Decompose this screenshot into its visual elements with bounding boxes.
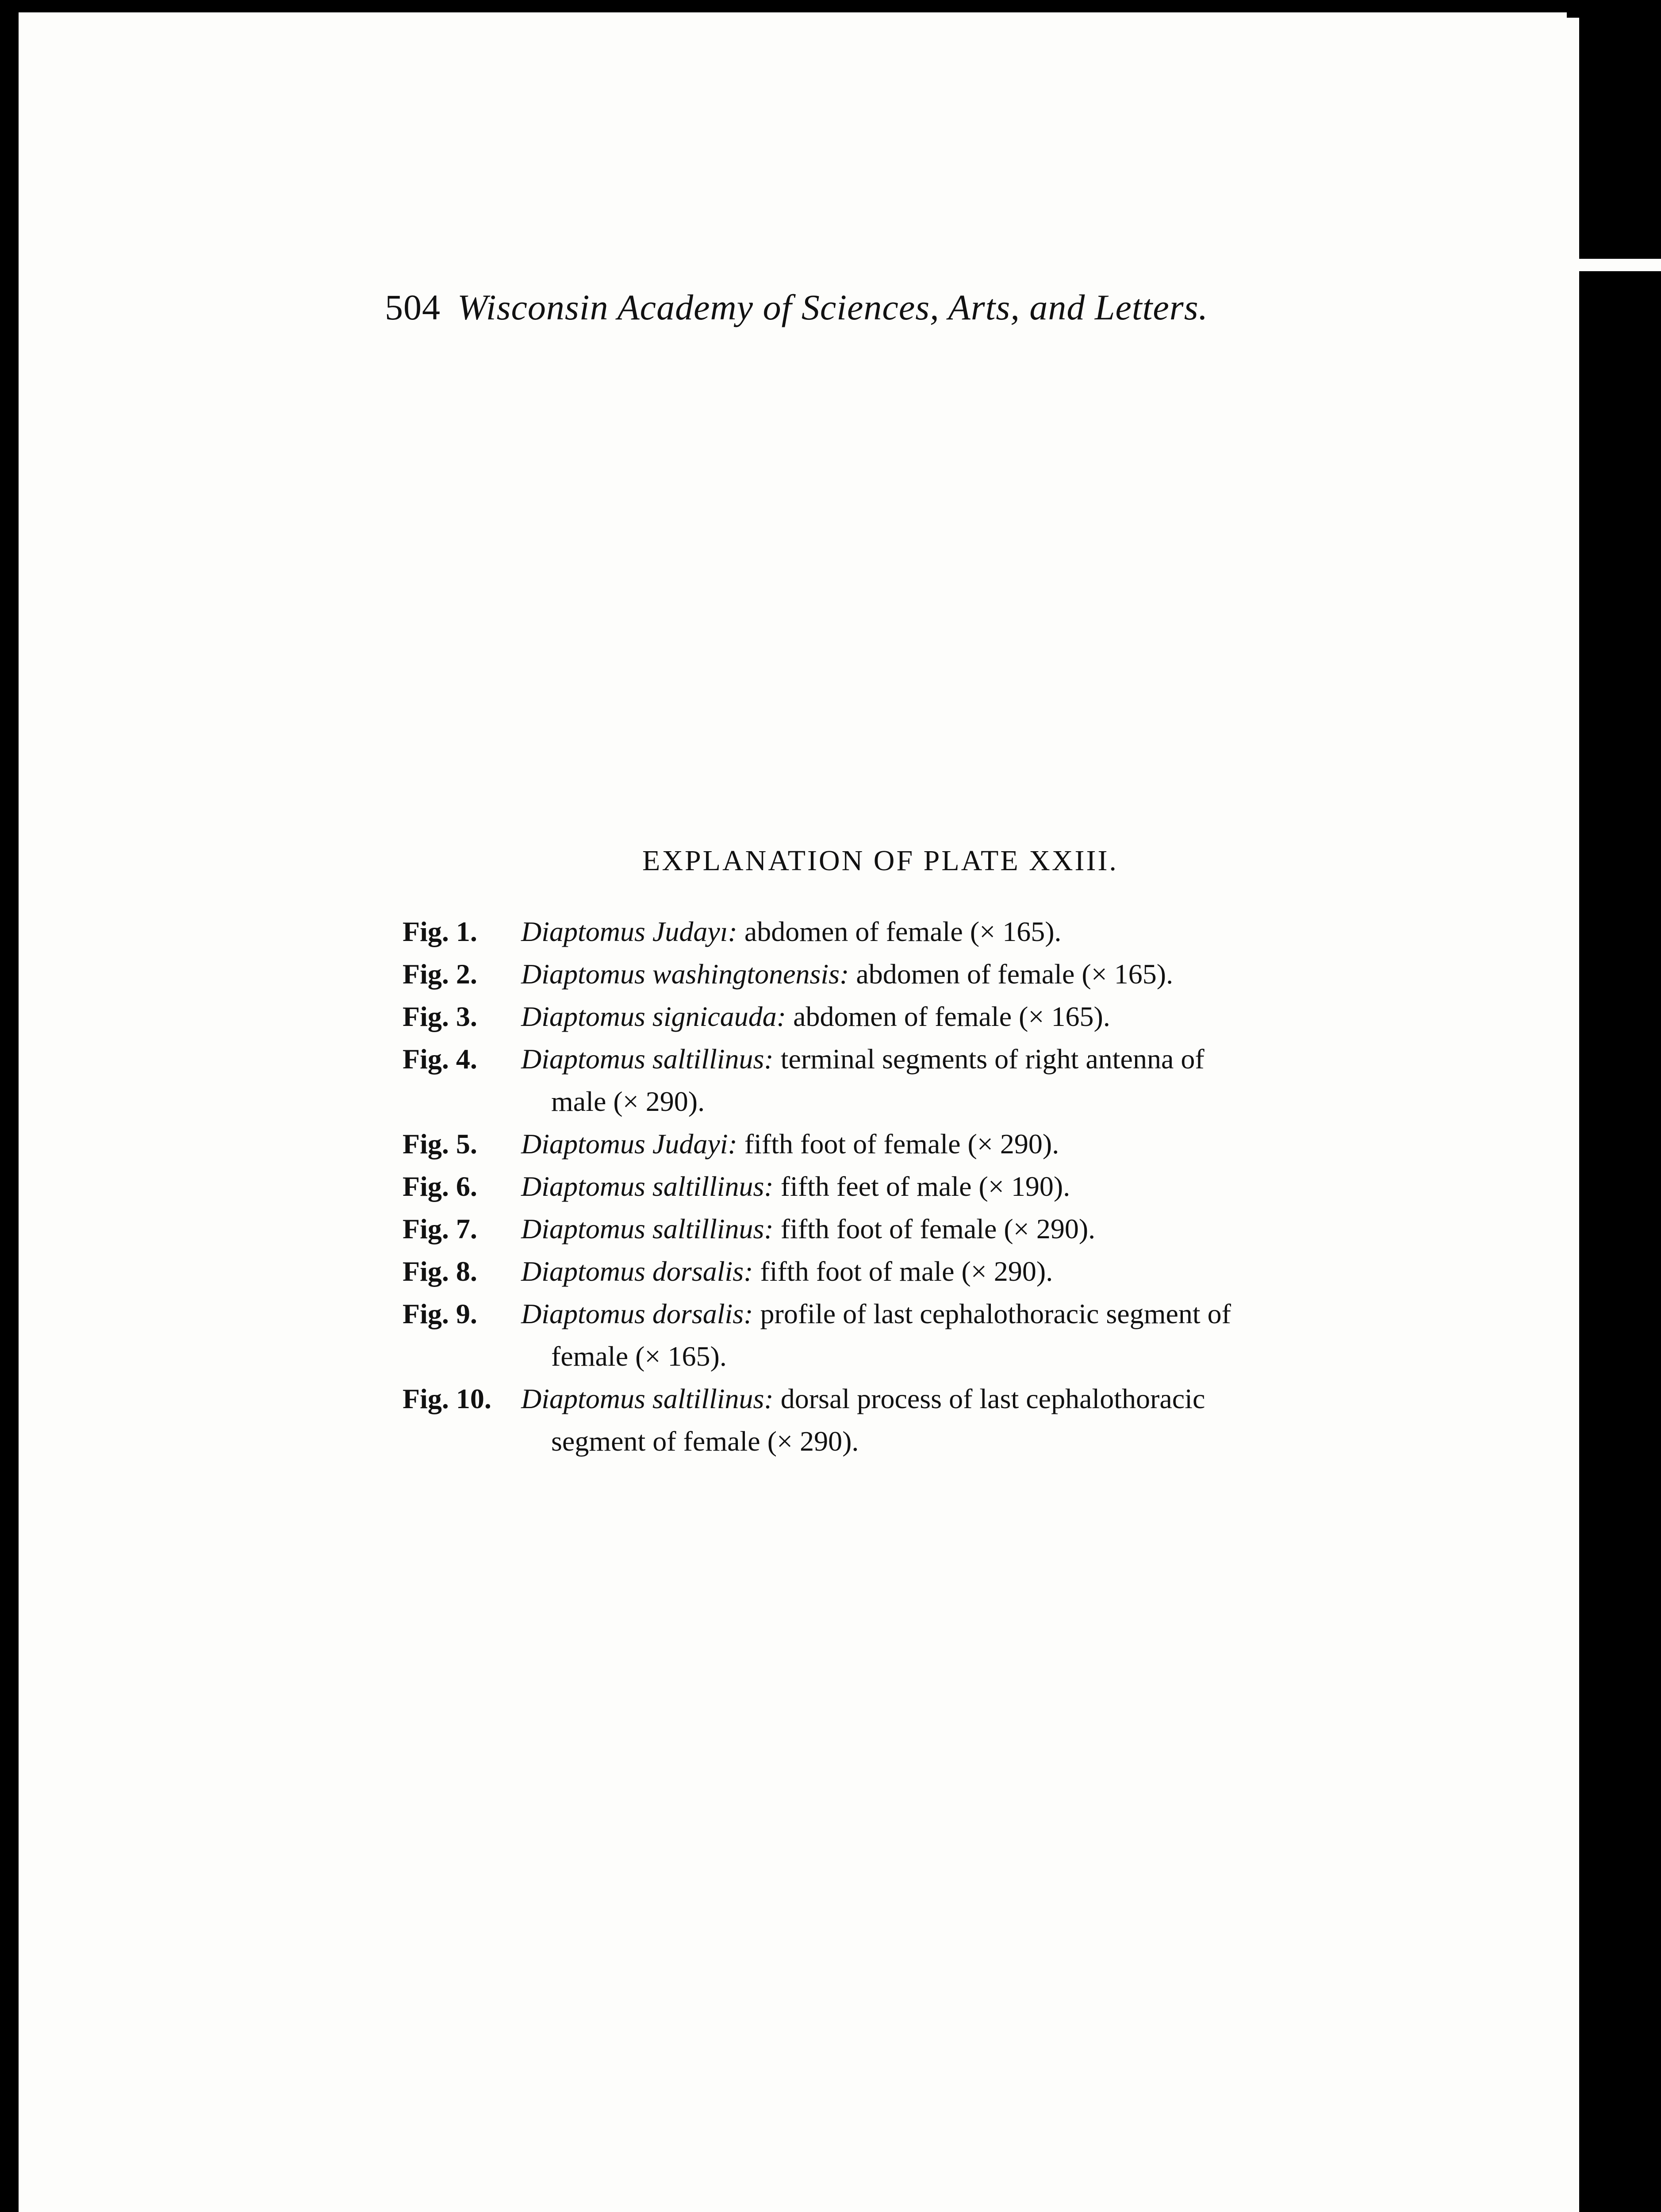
- figure-entry: [403, 1165, 1473, 1208]
- figure-number: Fig. 4.: [403, 1043, 477, 1075]
- species-name: Diaptomus washingtonensis:: [521, 958, 849, 990]
- species-name: Diaptomus Judayı:: [521, 916, 737, 947]
- species-name: Diaptomus signicauda:: [521, 1001, 786, 1032]
- figure-number: Fig. 1.: [403, 916, 477, 947]
- species-name: Diaptomus saltillinus:: [521, 1171, 774, 1202]
- species-name: Diaptomus dorsalis:: [521, 1298, 753, 1329]
- figure-entry: [403, 1123, 1473, 1165]
- species-name: Diaptomus saltillinus:: [521, 1043, 774, 1075]
- running-header: [385, 287, 1208, 328]
- plate-title: EXPLANATION OF PLATE XXIII.: [642, 845, 1118, 877]
- figure-entry: [403, 1038, 1473, 1123]
- figure-description: abdomen of female (× 165).: [856, 958, 1174, 990]
- species-name: Diaptomus Judayi:: [521, 1128, 737, 1160]
- species-name: Diaptomus saltillinus:: [521, 1213, 774, 1244]
- figure-entry: [403, 1293, 1473, 1378]
- figure-number: Fig. 2.: [403, 958, 477, 990]
- figure-number: Fig. 3.: [403, 1001, 477, 1032]
- figure-description: terminal segments of right antenna of: [780, 1043, 1205, 1075]
- figure-description: abdomen of female (× 165).: [793, 1001, 1110, 1032]
- figure-description: fifth foot of male (× 290).: [760, 1256, 1053, 1287]
- page-sheet: [19, 12, 1567, 2212]
- figure-number: Fig. 10.: [403, 1383, 491, 1414]
- figure-description: abdomen of female (× 165).: [744, 916, 1062, 947]
- figure-description-continued: female (× 165).: [551, 1340, 727, 1372]
- figure-description: fifth feet of male (× 190).: [780, 1171, 1070, 1202]
- figure-description: fifth foot of female (× 290).: [780, 1213, 1096, 1244]
- figure-number: Fig. 7.: [403, 1213, 477, 1244]
- species-name: Diaptomus dorsalis:: [521, 1256, 753, 1287]
- figure-description-continued: male (× 290).: [551, 1086, 705, 1117]
- figure-entry: [403, 1250, 1473, 1293]
- species-name: Diaptomus saltillinus:: [521, 1383, 774, 1414]
- figure-description: fifth foot of female (× 290).: [744, 1128, 1059, 1160]
- figure-entry: [403, 910, 1473, 953]
- figure-number: Fig. 5.: [403, 1128, 477, 1160]
- figure-description: profile of last cephalothoracic segment of: [760, 1298, 1231, 1329]
- figure-description-continued: segment of female (× 290).: [551, 1425, 859, 1457]
- page-edge: [1561, 18, 1579, 2212]
- journal-title: Wisconsin Academy of Sciences, Arts, and Letters.: [457, 287, 1208, 327]
- figure-description: dorsal process of last cephalothoracic: [780, 1383, 1205, 1414]
- figure-list: [403, 910, 1473, 1463]
- figure-entry: [403, 1378, 1473, 1463]
- figure-entry: [403, 1208, 1473, 1250]
- page-edge-tab: [1575, 259, 1661, 271]
- figure-number: Fig. 9.: [403, 1298, 477, 1329]
- figure-entry: [403, 953, 1473, 995]
- page-number: 504: [385, 287, 441, 327]
- figure-entry: [403, 995, 1473, 1038]
- figure-number: Fig. 8.: [403, 1256, 477, 1287]
- figure-number: Fig. 6.: [403, 1171, 477, 1202]
